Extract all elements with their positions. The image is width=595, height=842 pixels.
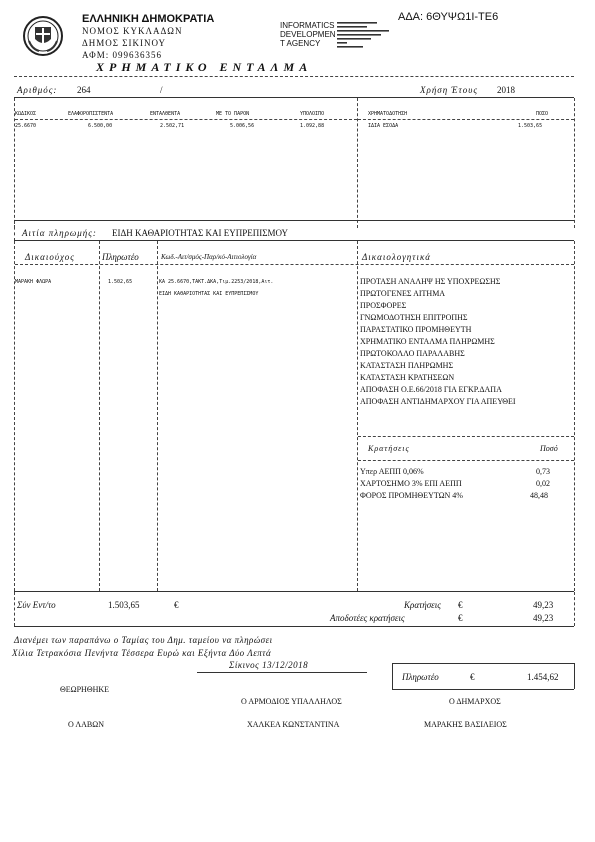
deductions-amount-header: Ποσό [540,444,558,453]
budget-amount: 1.503,65 [518,123,543,129]
deductions-header: Κρατήσεις [368,444,410,453]
mayor-name: ΜΑΡΑΚΗΣ ΒΑΣΙΛΕΙΟΣ [424,720,507,729]
deduction-name: Υπερ ΑΕΠΠ 0,06% [360,467,424,476]
returned-deductions-label: Αποδοτέες κρατήσεις [330,613,405,623]
beneficiary-amount: 1.502,65 [108,279,133,285]
document-item: ΓΝΩΜΟΔΟΤΗΣΗ ΕΠΙΤΡΟΠΗΣ [360,313,468,322]
payment-cause: ΕΙΔΗ ΚΑΘΑΡΙΟΤΗΤΑΣ ΚΑΙ ΕΥΠΡΕΠΙΣΜΟΥ [112,228,289,238]
header-documents: Δικαιολογητικά [362,252,432,262]
deduction-amount: 0,73 [536,467,550,476]
document-number: 264 [77,85,91,95]
budget-code: 25.6670 [15,123,37,129]
reason-line-1: ΚΑ 25.6670,ΤΑΚΤ.ΔΚΑ,Τιμ.2253/2018,Αιτ. [159,279,274,285]
budget-header-approved: ΕΛΑΦΟΡΟΠΙΣΤΕΝΤΑ [68,111,114,117]
payment-cause-label: Αιτία πληρωμής: [22,228,97,238]
beneficiary-name: ΜΑΡΑΚΗ ΦΛΩΡΑ [15,279,52,285]
number-slash: / [160,85,163,95]
payable-currency: € [470,672,475,682]
budget-header-issued: ΕΝΤΑΛΘΕΝΤΑ [150,111,181,117]
payment-order-line-1: Διανέμει των παραπάνω ο Ταμίας του Δημ. ταμείου να πληρώσει [14,635,273,645]
fiscal-year: 2018 [497,85,515,95]
budget-issued: 2.502,71 [160,123,185,129]
deductions-total-currency: € [458,600,463,610]
afm-number: ΑΦΜ: 099636356 [82,50,162,60]
document-item: ΑΠΟΦΑΣΗ Ο.Ε.66/2018 ΓΙΑ ΕΓΚΡ.ΔΑΠΑ [360,385,502,394]
document-item: ΠΡΟΣΦΟΡΕΣ [360,301,407,310]
document-title: ΧΡΗΜΑΤΙΚΟ ΕΝΤΑΛΜΑ [96,60,313,74]
header-reason: Κωδ.-Αιτ/σμός-Παρ/κό-Αιτιολογία [161,253,257,261]
document-item: ΧΡΗΜΑΤΙΚΟ ΕΝΤΑΛΜΑ ΠΛΗΡΩΜΗΣ [360,337,495,346]
header-payable: Πληρωτέο [102,252,139,262]
mayor-title: Ο ΔΗΜΑΡΧΟΣ [449,697,501,706]
budget-header-current: ΜΕ ΤΟ ΠΑΡΟΝ [216,111,250,117]
number-label: Αριθμός: [17,85,58,95]
document-item: ΠΡΟΤΑΣΗ ΑΝΑΛΗΨ ΗΣ ΥΠΟΧΡΕΩΣΗΣ [360,277,501,286]
deduction-amount: 48,48 [530,491,548,500]
employee-title: Ο ΑΡΜΟΔΙΟΣ ΥΠΑΛΛΗΛΟΣ [241,697,342,706]
document-item: ΠΡΩΤΟΓΕΝΕΣ ΑΙΤΗΜΑ [360,289,446,298]
budget-header-funding: ΧΡΗΜΑΤΟΔΟΤΗΣΗ [368,111,408,117]
deductions-total-label: Κρατήσεις [404,600,441,610]
ada-code: ΑΔΑ: 6ΘΥΨΩ1Ι-ΤΕ6 [398,11,499,23]
document-item: ΠΡΩΤΟΚΟΛΛΟ ΠΑΡΑΛΑΒΗΣ [360,349,465,358]
returned-deductions-currency: € [458,613,463,623]
budget-header-amount: ΠΟΣΟ [536,111,549,117]
budget-approved: 6.500,00 [88,123,113,129]
prefecture: ΝΟΜΟΣ ΚΥΚΛΑΔΩΝ [82,26,183,36]
total-currency: € [174,600,179,610]
payable-label: Πληρωτέο [402,672,439,682]
reason-line-2: ΕΙΔΗ ΚΑΘΑΡΙΟΤΗΤΑΣ ΚΑΙ ΕΥΠΡΕΠΙΣΜΟΥ [159,291,259,297]
year-label: Χρήση Έτους [420,85,479,95]
returned-deductions: 49,23 [533,613,554,623]
budget-funding: ΙΔΙΑ ΕΣΟΔΑ [368,123,399,129]
budget-remaining: 1.092,88 [300,123,325,129]
total-label: Σύν Εντ/το [17,600,56,610]
republic-title: ΕΛΛΗΝΙΚΗ ΔΗΜΟΚΡΑΤΙΑ [82,13,215,25]
coat-of-arms-logo [22,15,64,57]
deduction-amount: 0,02 [536,479,550,488]
total-amount: 1.503,65 [108,600,140,610]
deduction-name: ΧΑΡΤΟΣΗΜΟ 3% ΕΠΙ ΑΕΠΠ [360,479,462,488]
budget-current: 5.006,56 [230,123,255,129]
receiver-title: Ο ΛΑΒΩΝ [68,720,104,729]
informatics-agency-stamp: INFORMATICS DEVELOPMEN T AGENCY [280,21,400,51]
document-item: ΚΑΤΑΣΤΑΣΗ ΠΛΗΡΩΜΗΣ [360,361,454,370]
header-beneficiary: Δικαιούχος [25,252,75,262]
document-item: ΠΑΡΑΣΤΑΤΙΚΟ ΠΡΟΜΗΘΕΥΤΗ [360,325,472,334]
budget-header-code: ΚΩΔΙΚΟΣ [15,111,37,117]
payment-order-line-2: Χίλια Τετρακόσια Πενήντα Τέσσερα Ευρώ και Εξήντα Δύο Λεπτά [12,648,272,658]
deductions-total: 49,23 [533,600,554,610]
employee-name: ΧΑΛΚΕΑ ΚΩΝΣΤΑΝΤΙΝΑ [247,720,340,729]
deduction-name: ΦΟΡΟΣ ΠΡΟΜΗΘΕΥΤΩΝ 4% [360,491,463,500]
municipality: ΔΗΜΟΣ ΣΙΚΙΝΟΥ [82,38,167,48]
budget-header-remaining: ΥΠΟΛΟΙΠΟ [300,111,325,117]
place-date: Σίκινος 13/12/2018 [229,660,309,670]
seen-label: ΘΕΩΡΗΘΗΚΕ [60,685,110,694]
document-item: ΑΠΟΦΑΣΗ ΑΝΤΙΔΗΜΑΡΧΟΥ ΓΙΑ ΑΠΕΥΘΕΙ [360,397,516,406]
payable-amount: 1.454,62 [527,672,559,682]
document-item: ΚΑΤΑΣΤΑΣΗ ΚΡΑΤΗΣΕΩΝ [360,373,455,382]
